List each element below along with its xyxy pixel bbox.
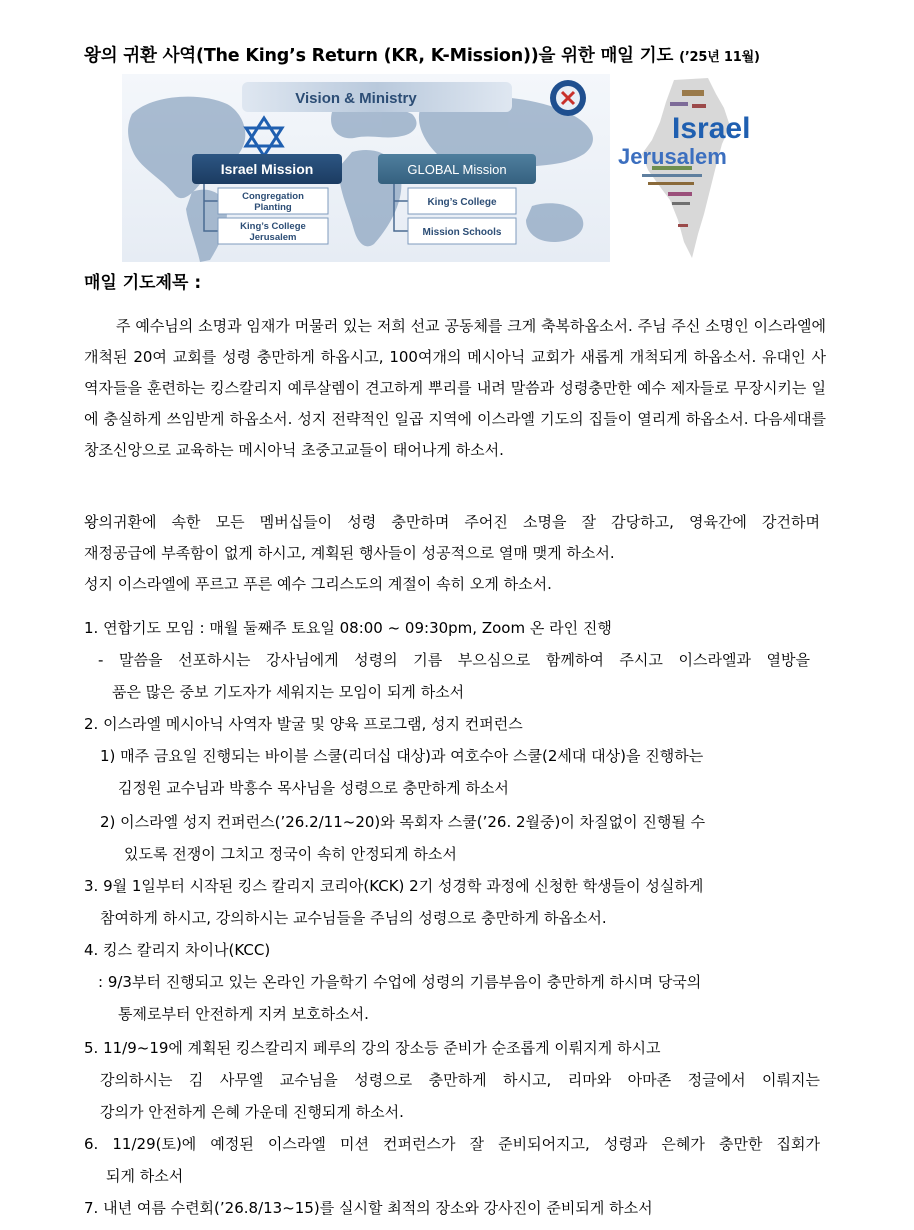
item-2-2-line2: 있도록 전쟁이 그치고 정국이 속히 안정되게 하소서 [124,845,457,863]
intro-p2-line1: 왕의귀환에 속한 모든 멤버십들이 성령 충만하며 주어진 소명을 잘 감당하고, 영육간에 강건하며 [84,513,820,531]
intro-p3: 성지 이스라엘에 푸르고 푸른 예수 그리스도의 계절이 속히 오게 하소서. [84,575,552,593]
item-2-2-line1: 2) 이스라엘 성지 컨퍼런스(’26.2/11~20)와 목회자 스쿨(’26. 2월중)이 차질없이 진행될 수 [100,813,706,831]
israel-wordmap-image [612,74,778,264]
item-2-1-line1: 1) 매주 금요일 진행되는 바이블 스쿨(리더십 대상)과 여호수아 스쿨(2세대 대상)을 진행하는 [100,747,704,765]
banner-graphic [122,74,610,262]
ministry-logo [550,80,586,116]
title-main: 왕의 귀환 사역(The King’s Return (KR, K-Mission))을 위한 매일 기도 [84,46,674,66]
jerusalem-label: Jerusalem [249,232,297,243]
planting-label: Planting [254,202,292,213]
prayer-heading: 매일 기도제목 : [84,273,202,293]
item-2: 2. 이스라엘 메시아닉 사역자 발굴 및 양육 프로그램, 성지 컨퍼런스 [84,715,523,733]
item-3-line2: 참여하게 하시고, 강의하시는 교수님들을 주님의 성령으로 충만하게 하옵소서. [100,909,607,927]
wordmap-jerusalem: Jerusalem [618,144,727,169]
item-4-sub-line2: 통제로부터 안전하게 지켜 보호하소서. [118,1005,369,1023]
congregation-label: Congregation [242,191,304,202]
item-5-line3: 강의가 안전하게 은혜 가운데 진행되게 하소서. [100,1103,404,1121]
intro-p2-line2: 재정공급에 부족함이 없게 하시고, 계획된 행사들이 성공적으로 열매 맺게 하소서. [84,544,615,562]
item-1-sub-line1: - 말씀을 선포하시는 강사님에게 성령의 기름 부으심으로 함께하여 주시고 이스라엘과 열방을 [98,651,810,669]
item-7: 7. 내년 여름 수련회(’26.8/13~15)를 실시할 최적의 장소와 강사진이 준비되게 하소서 [84,1199,653,1217]
page-title [84,42,844,67]
item-6-line1: 6. 11/29(토)에 예정된 이스라엘 미션 컨퍼런스가 잘 준비되어지고, 성령과 은혜가 충만한 집회가 [84,1135,820,1153]
item-5-line2: 강의하시는 김 사무엘 교수님을 성령으로 충만하게 하시고, 리마와 아마존 정글에서 이뤄지는 [100,1071,820,1089]
kings-college-label-1: King’s College [240,221,306,232]
star-of-david-icon [246,118,282,156]
item-2-1-line2: 김정원 교수님과 박흥수 목사님을 성령으로 충만하게 하소서 [118,779,509,797]
global-mission-label: GLOBAL Mission [407,162,507,177]
vision-ministry-banner [122,74,610,262]
item-1-sub-line2: 품은 많은 중보 기도자가 세워지는 모임이 되게 하소서 [112,683,465,701]
israel-mission-label: Israel Mission [220,161,314,177]
title-date: (’25년 11월) [679,50,760,65]
intro-paragraph: 주 예수님의 소명과 임재가 머물러 있는 저희 선교 공동체를 크게 축복하옵소서. 주님 주신 소명인 이스라엘에 개척된 20여 교회를 성령 충만하게 하옵시고, 100여개의 메시아닉 교회가 새롭게 개척되게 하옵소서. 유대인 사역자들을 훈련하는 킹스칼리지 예루살렘이 견고하게 뿌리를 내려 말씀과 성령충만한 예수 제자들로 무장시키는 일에 충실하게 쓰임받게 하옵소서. 성지 전략적인 일곱 지역에 이스라엘 기도의 집들이 열리게 하옵소서. 다음세대를 창조신앙으로 교육하는 메시아닉 초중고교들이 태어나게 하소서. [84,317,826,459]
item-4-sub-line1: : 9/3부터 진행되고 있는 온라인 가을학기 수업에 성령의 기름부음이 충만하게 하시며 당국의 [98,973,702,991]
item-4: 4. 킹스 칼리지 차이나(KCC) [84,941,271,959]
wordmap-israel: Israel [672,112,751,145]
mission-schools-label: Mission Schools [422,227,502,238]
item-3-line1: 3. 9월 1일부터 시작된 킹스 칼리지 코리아(KCK) 2기 성경학 과정에 신청한 학생들이 성실하게 [84,877,704,895]
banner-header-text: Vision & Ministry [295,90,417,107]
item-5-line1: 5. 11/9~19에 계획된 킹스칼리지 페루의 강의 장소등 준비가 순조롭게 이뤄지게 하시고 [84,1039,661,1057]
item-1: 1. 연합기도 모임 : 매월 둘째주 토요일 08:00 ~ 09:30pm, Zoom 온 라인 진행 [84,619,612,637]
kings-college-label: King’s College [427,197,497,208]
item-6-line2: 되게 하소서 [106,1167,184,1185]
israel-map-graphic [612,74,778,264]
